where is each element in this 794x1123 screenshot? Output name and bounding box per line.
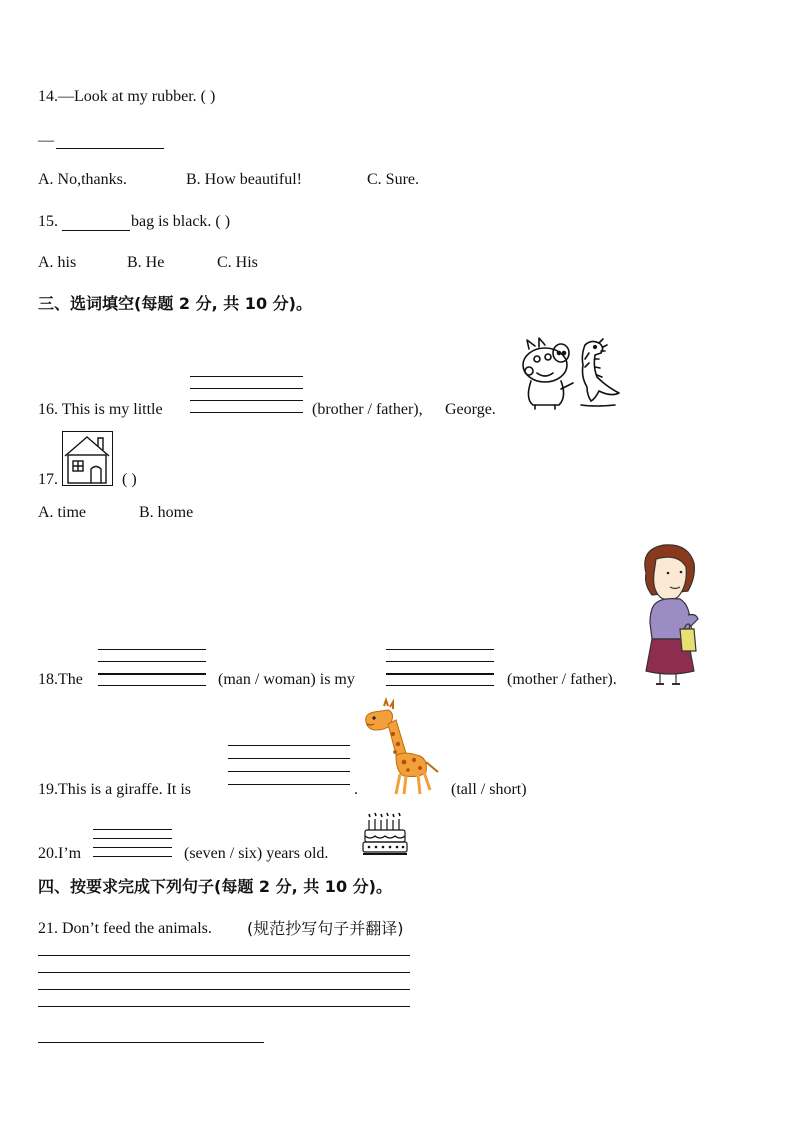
q19-period: . (354, 781, 358, 798)
q19-choices: (tall / short) (451, 781, 527, 798)
q16-suffix: George. (445, 401, 496, 418)
q20-prefix: 20.I’m (38, 845, 82, 862)
q21-instruction: (规范抄写句子并翻译) (247, 919, 404, 938)
q15-option-c[interactable]: C. His (217, 254, 258, 271)
section4-heading: 四、按要求完成下列句子(每题 2 分, 共 10 分)。 (38, 877, 392, 896)
q18-choices2: (mother / father). (507, 671, 617, 688)
q14-question: 14.—Look at my rubber. ( ) (38, 88, 216, 105)
q20-choices: (seven / six) years old. (184, 845, 329, 862)
q15-option-b[interactable]: B. He (127, 254, 165, 271)
q16-prefix: 16. This is my little (38, 401, 163, 418)
q14-option-c[interactable]: C. Sure. (367, 171, 419, 188)
q14-option-b[interactable]: B. How beautiful! (186, 171, 302, 188)
q17-option-a[interactable]: A. time (38, 504, 86, 521)
q21-text: 21. Don’t feed the animals. (38, 920, 212, 937)
q18-choices1: (man / woman) is my (218, 671, 355, 688)
q20-birthday-cake-icon (361, 810, 409, 856)
q15-option-a[interactable]: A. his (38, 254, 77, 271)
q18-woman-icon (638, 543, 700, 688)
section3-heading: 三、选词填空(每题 2 分, 共 10 分)。 (38, 294, 312, 313)
q18-prefix: 18.The (38, 671, 83, 688)
q19-prefix: 19.This is a giraffe. It is (38, 781, 192, 798)
q14-option-a[interactable]: A. No,thanks. (38, 171, 127, 188)
q17-paren[interactable]: ( ) (122, 471, 137, 488)
q15-text: bag is black. ( ) (131, 213, 231, 230)
q15-number: 15. (38, 213, 58, 230)
q16-pig-dinosaur-icon (515, 337, 625, 412)
q17-option-b[interactable]: B. home (139, 504, 194, 521)
q15-answer-line[interactable] (62, 230, 130, 231)
q14-answer-line[interactable] (56, 148, 164, 149)
q14-dash: — (38, 132, 54, 149)
q16-choices: (brother / father), (312, 401, 423, 418)
q21-translation-line[interactable] (38, 1042, 264, 1043)
q17-house-icon (62, 431, 113, 486)
q17-number: 17. (38, 471, 58, 488)
q19-giraffe-icon (362, 700, 442, 796)
